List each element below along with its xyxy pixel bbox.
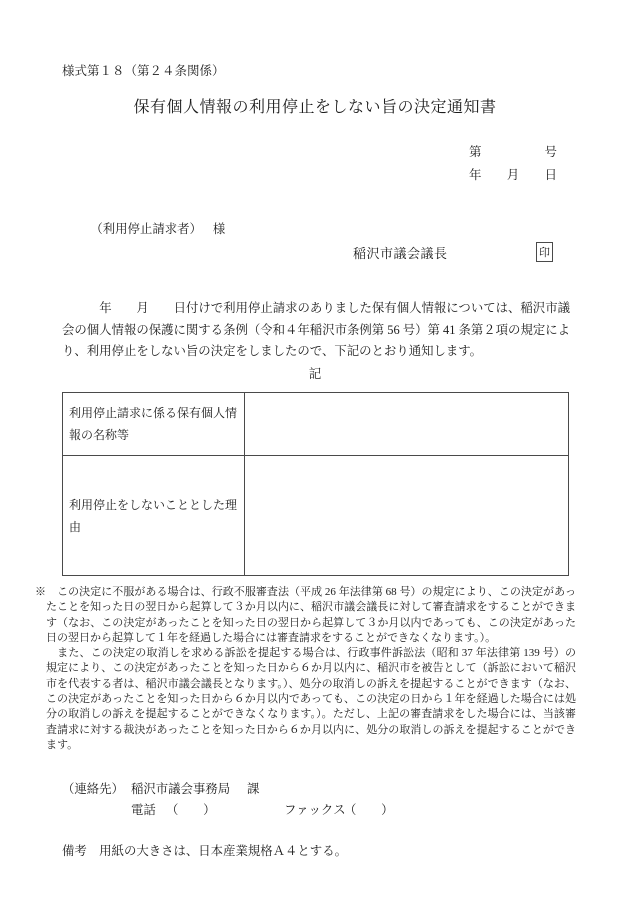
notification-paragraph: 年 月 日付けで利用停止請求のありました保有個人情報については、稲沢市議会の個人情報の保護に関する条例（令和４年稲沢市条例第 56 号）第 41 条第２項の規定により、利用停止をしない旨の決定をしましたので、下記のとおり通知します。 [62,301,571,359]
row-value-reason [245,456,569,576]
contact-label: （連絡先） [62,782,124,796]
contact-office: 稲沢市議会事務局 [131,782,231,796]
note-paragraph-1: ※ この決定に不服がある場合は、行政不服審査法（平成 26 年法律第 68 号）の規定により、この決定があったことを知った日の翌日から起算して３か月以内に、稲沢市議会議長に対して審査請求をすることができます（なお、この決定があったことを知った日の翌日から起算して３か月以内であっても、この決定があった日の翌日から起算して１年を経過した場合には審査請求をすることができなくなります。）。 [35,586,576,644]
seal-box [536,242,553,262]
decision-table [62,392,569,576]
addressee-line [78,204,225,252]
phone-label: 電話 [131,803,156,817]
document-title: 保有個人情報の利用停止をしない旨の決定通知書 [133,99,497,116]
addressee-placeholder: （利用停止請求者） [90,222,202,236]
remarks-line: 備考 用紙の大きさは、日本産業規格Ａ４とする。 [62,844,347,858]
date-day-label: 日 [544,168,557,182]
phone-number-blank: （ ） [166,803,216,817]
contact-section-label: 課 [247,782,260,796]
row-label-reason: 利用停止をしないこととした理由 [63,456,245,576]
seal-character: 印 [539,247,550,259]
row-value-information-name [245,393,569,456]
fax-number-blank: （ ） [344,803,394,817]
form-number: 様式第１８（第２４条関係） [62,64,225,78]
row-label-information-name: 利用停止請求に係る保有個人情報の名称等 [63,393,245,456]
table-row-reason [63,456,569,576]
date-year-label: 年 [469,168,482,182]
date-month-label: 月 [506,168,520,182]
table-row-information-name [63,393,569,456]
note-paragraph-2: また、この決定の取消しを求める訴訟を提起する場合は、行政事件訴訟法（昭和 37 年法律第 139 号）の規定により、この決定があったことを知った日から６か月以内に、稲沢市を被告として（訴訟において稲沢市を代表する者は、稲沢市議会議長となります。）、処分の取消しの訴えを提起することができます（なお、この決定があったことを知った日から６か月以内であっても、この決定の日から１年を経過した場合には処分の取消しの訴えを提起することができなくなります。）。ただし、上記の審査請求をした場合には、当該審査請求に対する裁決があったことを知った日から６か月以内に、処分の取消しの訴えを提起することができます。 [46,647,576,751]
doc-number-prefix: 第 [469,145,482,159]
notes-block [35,585,576,753]
addressee-honorific: 様 [212,222,226,236]
document-number-line [469,142,557,160]
doc-number-suffix: 号 [544,145,557,159]
issuer-title: 稲沢市議会議長 [353,246,448,261]
fax-label: ファックス [284,803,346,817]
record-heading: 記 [308,367,322,381]
date-line [469,165,557,183]
